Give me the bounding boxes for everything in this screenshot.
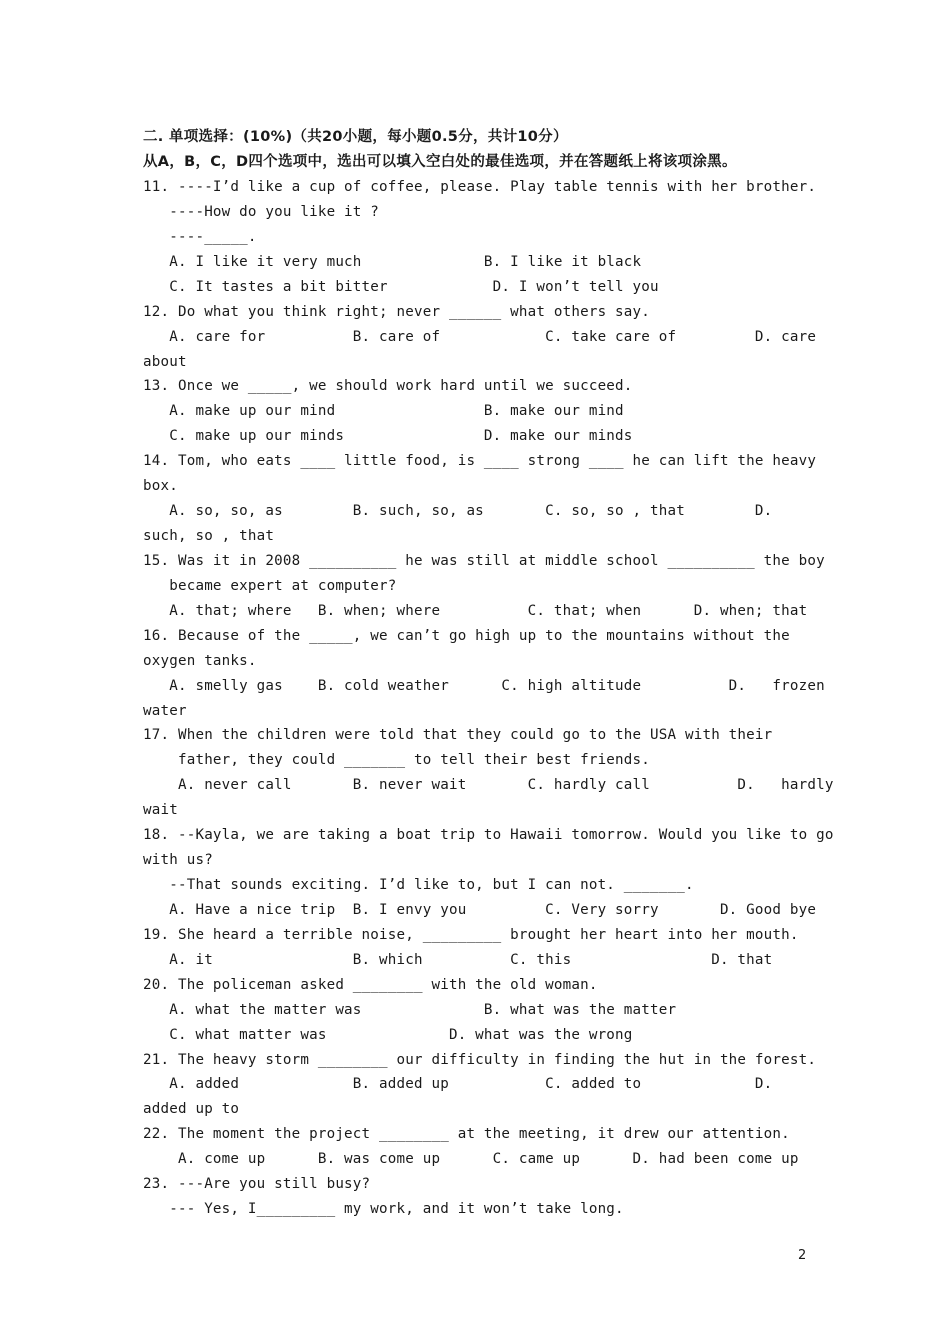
text-line: 19. She heard a terrible noise, _________ brought her heart into her mouth. <box>143 926 799 943</box>
text-line: A. make up our mind B. make our mind <box>143 403 624 420</box>
text-line: ----How do you like it ? <box>143 203 380 220</box>
text-line: father, they could _______ to tell their best friends. <box>143 752 651 769</box>
text-line: such, so , that <box>143 528 275 545</box>
text-line: A. it B. which C. this D. that <box>143 951 773 968</box>
text-line: about <box>143 353 187 370</box>
text-line: 20. The policeman asked ________ with the old woman. <box>143 976 598 993</box>
text-line: oxygen tanks. <box>143 652 257 669</box>
text-line: became expert at computer? <box>143 577 397 594</box>
text-line: 12. Do what you think right; never ______ what others say. <box>143 303 651 320</box>
text-line: C. It tastes a bit bitter D. I won’t tell you <box>143 278 659 295</box>
text-line: A. never call B. never wait C. hardly call D. hardly <box>143 777 834 794</box>
text-line: A. so, so, as B. such, so, as C. so, so , that D. <box>143 503 773 520</box>
section-title: 二. 单项选择：(10%)（共20小题，每小题0.5分，共计10分） <box>143 129 568 145</box>
text-line: wait <box>143 802 178 819</box>
text-line: box. <box>143 478 178 495</box>
instruction-text: 从A，B，C，D四个选项中，选出可以填入空白处的最佳选项，并在答题纸上将该项涂黑。 <box>143 154 737 170</box>
text-line: --That sounds exciting. I’d like to, but I can not. _______. <box>143 877 694 894</box>
text-line: added up to <box>143 1101 240 1118</box>
text-line: 15. Was it in 2008 __________ he was still at middle school __________ the boy <box>143 552 825 569</box>
text-line: 16. Because of the _____, we can’t go high up to the mountains without the <box>143 627 790 644</box>
text-line: 22. The moment the project ________ at the meeting, it drew our attention. <box>143 1126 790 1143</box>
text-line: A. care for B. care of C. take care of D. care <box>143 328 817 345</box>
text-line: ----_____. <box>143 228 257 245</box>
text-line: 18. --Kayla, we are taking a boat trip to Hawaii tomorrow. Would you like to go <box>143 827 834 844</box>
text-line: A. that; where B. when; where C. that; when D. when; that <box>143 602 808 619</box>
text-line: A. what the matter was B. what was the matter <box>143 1001 677 1018</box>
text-line: with us? <box>143 852 213 869</box>
page-number: 2 <box>798 1248 807 1263</box>
text-line: 21. The heavy storm ________ our difficulty in finding the hut in the forest. <box>143 1051 817 1068</box>
text-line: 23. ---Are you still busy? <box>143 1176 371 1193</box>
text-line: --- Yes, I_________ my work, and it won’t take long. <box>143 1201 624 1218</box>
text-line: C. make up our minds D. make our minds <box>143 428 633 445</box>
text-line: A. added B. added up C. added to D. <box>143 1076 773 1093</box>
text-line: A. smelly gas B. cold weather C. high altitude D. frozen <box>143 677 825 694</box>
text-line: 14. Tom, who eats ____ little food, is ____ strong ____ he can lift the heavy <box>143 453 817 470</box>
text-line: 13. Once we _____, we should work hard until we succeed. <box>143 378 633 395</box>
text-line: A. Have a nice trip B. I envy you C. Very sorry D. Good bye <box>143 901 817 918</box>
text-line: A. come up B. was come up C. came up D. had been come up <box>143 1151 799 1168</box>
text-line: 17. When the children were told that they could go to the USA with their <box>143 727 773 744</box>
text-line: water <box>143 702 187 719</box>
text-line: C. what matter was D. what was the wrong <box>143 1026 633 1043</box>
text-line: 11. ----I’d like a cup of coffee, please. Play table tennis with her brother. <box>143 179 817 195</box>
text-line: A. I like it very much B. I like it black <box>143 253 642 270</box>
